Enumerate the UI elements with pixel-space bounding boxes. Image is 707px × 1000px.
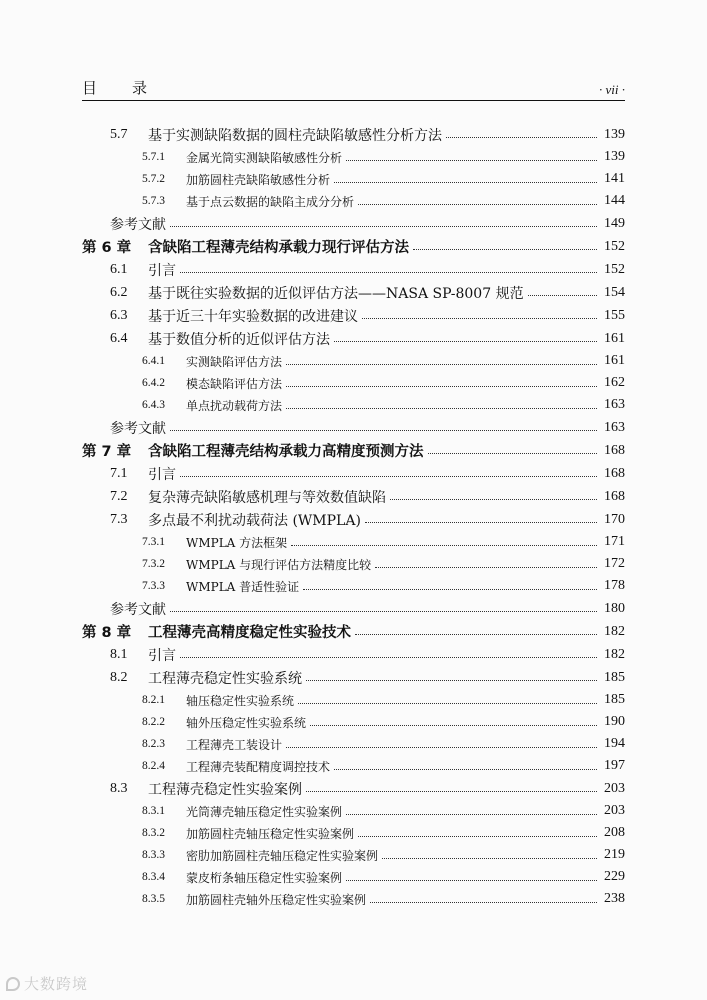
toc-entry-page: 154 bbox=[604, 284, 625, 300]
toc-entry-page: 190 bbox=[604, 714, 625, 729]
toc-entry-title: 引言 bbox=[148, 647, 176, 664]
toc-entry-sub[interactable] bbox=[82, 531, 625, 553]
toc-entry-page: 155 bbox=[604, 307, 625, 323]
toc-entry-title: 加筋圆柱壳轴外压稳定性实验案例 bbox=[186, 892, 367, 907]
watermark-text: 大数跨境 bbox=[24, 975, 89, 993]
toc-dot-leader bbox=[382, 858, 597, 859]
toc-entry-page: 194 bbox=[604, 736, 625, 751]
toc-entry-page: 149 bbox=[604, 215, 625, 231]
toc-entry-page: 171 bbox=[604, 534, 625, 549]
toc-entry-number: 8.2 bbox=[110, 669, 128, 685]
toc-entry-title: 基于点云数据的缺陷主成分分析 bbox=[186, 194, 355, 209]
toc-entry-number: 第 8 章 bbox=[82, 625, 132, 641]
toc-entry-title: 引言 bbox=[148, 466, 176, 483]
toc-entry-page: 238 bbox=[604, 891, 625, 906]
toc-entry-sub[interactable] bbox=[82, 190, 625, 212]
toc-entry-page: 141 bbox=[604, 171, 625, 186]
toc-entry-title: 基于实测缺陷数据的圆柱壳缺陷敏感性分析方法 bbox=[148, 127, 442, 144]
toc-entry-number: 8.2.3 bbox=[142, 738, 165, 750]
toc-entry-number: 8.3.4 bbox=[142, 871, 165, 883]
toc-entry-page: 162 bbox=[604, 375, 625, 390]
toc-entry-page: 152 bbox=[604, 238, 625, 254]
toc-entry-number: 6.2 bbox=[110, 284, 128, 300]
toc-entry-sub[interactable] bbox=[82, 711, 625, 733]
toc-entry-title: 实测缺陷评估方法 bbox=[186, 354, 283, 369]
toc-entry-number: 5.7.1 bbox=[142, 151, 165, 163]
toc-entry-title: 工程薄壳装配精度调控技术 bbox=[186, 759, 331, 774]
toc-entry-page: 144 bbox=[604, 193, 625, 208]
toc-entry-number: 7.3 bbox=[110, 511, 128, 527]
toc-entry-number: 6.4 bbox=[110, 330, 128, 346]
toc-entry-section[interactable] bbox=[82, 327, 625, 350]
toc-entry-page: 139 bbox=[604, 149, 625, 164]
toc-entry-page: 152 bbox=[604, 261, 625, 277]
toc-entry-number: 7.3.2 bbox=[142, 558, 165, 570]
toc-entry-page: 178 bbox=[604, 578, 625, 593]
toc-entry-chapter[interactable] bbox=[82, 439, 625, 462]
toc-entry-page: 168 bbox=[604, 488, 625, 504]
running-header bbox=[82, 74, 625, 101]
toc-entry-number: 8.3 bbox=[110, 780, 128, 796]
toc-entry-title: 参考文献 bbox=[110, 601, 166, 618]
toc-entry-number: 6.3 bbox=[110, 307, 128, 323]
toc-entry-title: WMPLA 普适性验证 bbox=[186, 579, 300, 594]
toc-entry-number: 8.3.1 bbox=[142, 805, 165, 817]
toc-entry-number: 6.1 bbox=[110, 261, 128, 277]
toc-entry-page: 180 bbox=[604, 600, 625, 616]
toc-entry-title: 金属光筒实测缺陷敏感性分析 bbox=[186, 150, 343, 165]
toc-entry-page: 163 bbox=[604, 397, 625, 412]
toc-entry-sub[interactable] bbox=[82, 394, 625, 416]
toc-dot-leader bbox=[346, 814, 597, 815]
toc-entry-sub[interactable] bbox=[82, 866, 625, 888]
header-page-number: · vii · bbox=[599, 82, 625, 97]
toc-dot-leader bbox=[298, 703, 597, 704]
toc-entry-number: 7.3.3 bbox=[142, 580, 165, 592]
toc-entry-page: 161 bbox=[604, 330, 625, 346]
toc-entry-page: 172 bbox=[604, 556, 625, 571]
toc-entry-title: 工程薄壳高精度稳定性实验技术 bbox=[148, 625, 351, 641]
toc-entry-number: 7.3.1 bbox=[142, 536, 165, 548]
toc-entry-title: 参考文献 bbox=[110, 216, 166, 233]
toc-dot-leader bbox=[358, 836, 597, 837]
toc-entry-number: 8.2.2 bbox=[142, 716, 165, 728]
toc-entry-number: 8.2.4 bbox=[142, 760, 165, 772]
toc-dot-leader bbox=[286, 747, 597, 748]
toc-entry-title: 基于近三十年实验数据的改进建议 bbox=[148, 308, 358, 325]
toc-dot-leader bbox=[334, 769, 597, 770]
toc-entry-sub[interactable] bbox=[82, 168, 625, 190]
toc-entry-title: 基于既往实验数据的近似评估方法——NASA SP-8007 规范 bbox=[148, 285, 524, 302]
toc-entry-section[interactable] bbox=[82, 666, 625, 689]
toc-entry-sub[interactable] bbox=[82, 733, 625, 755]
toc-dot-leader bbox=[346, 160, 597, 161]
toc-entry-title: 密肋加筋圆柱壳轴压稳定性实验案例 bbox=[186, 848, 379, 863]
toc-entry-page: 163 bbox=[604, 419, 625, 435]
toc-entry-page: 203 bbox=[604, 780, 625, 796]
toc-entry-section[interactable] bbox=[82, 304, 625, 327]
toc-entry-number: 8.3.5 bbox=[142, 893, 165, 905]
toc-entry-number: 第 6 章 bbox=[82, 240, 132, 256]
toc-entry-number: 6.4.2 bbox=[142, 377, 165, 389]
toc-entry-sub[interactable] bbox=[82, 822, 625, 844]
toc-dot-leader bbox=[170, 226, 597, 227]
toc-dot-leader bbox=[306, 791, 597, 792]
toc-entry-sub[interactable] bbox=[82, 689, 625, 711]
toc-entry-title: 含缺陷工程薄壳结构承载力高精度预测方法 bbox=[148, 444, 424, 460]
toc-entry-title: 基于数值分析的近似评估方法 bbox=[148, 331, 330, 348]
toc-entry-title: 加筋圆柱壳轴压稳定性实验案例 bbox=[186, 826, 355, 841]
toc-entry-number: 8.1 bbox=[110, 646, 128, 662]
toc-entry-title: 复杂薄壳缺陷敏感机理与等效数值缺陷 bbox=[148, 489, 386, 506]
toc-entry-page: 229 bbox=[604, 869, 625, 884]
toc-entry-page: 182 bbox=[604, 623, 625, 639]
toc-entry-number: 6.4.3 bbox=[142, 399, 165, 411]
toc-entry-title: 光筒薄壳轴压稳定性实验案例 bbox=[186, 804, 343, 819]
toc-entry-title: WMPLA 方法框架 bbox=[186, 535, 288, 550]
toc-entry-sub[interactable] bbox=[82, 575, 625, 597]
toc-entry-sub[interactable] bbox=[82, 755, 625, 777]
toc-entry-ref[interactable] bbox=[82, 416, 625, 439]
toc-entry-title: 模态缺陷评估方法 bbox=[186, 376, 283, 391]
toc-dot-leader bbox=[362, 318, 597, 319]
toc-entry-page: 168 bbox=[604, 442, 625, 458]
watermark-logo-icon bbox=[6, 977, 20, 991]
toc-entry-number: 7.1 bbox=[110, 465, 128, 481]
toc-entry-page: 161 bbox=[604, 353, 625, 368]
table-of-contents bbox=[82, 123, 625, 910]
toc-entry-number: 8.3.3 bbox=[142, 849, 165, 861]
toc-entry-number: 5.7 bbox=[110, 126, 128, 142]
toc-dot-leader bbox=[180, 272, 597, 273]
toc-entry-page: 203 bbox=[604, 803, 625, 818]
toc-entry-sub[interactable] bbox=[82, 553, 625, 575]
toc-entry-section[interactable] bbox=[82, 281, 625, 304]
toc-entry-page: 185 bbox=[604, 669, 625, 685]
toc-entry-chapter[interactable] bbox=[82, 620, 625, 643]
toc-entry-title: WMPLA 与现行评估方法精度比较 bbox=[186, 557, 372, 572]
toc-entry-section[interactable] bbox=[82, 777, 625, 800]
toc-entry-number: 6.4.1 bbox=[142, 355, 165, 367]
toc-dot-leader bbox=[306, 680, 597, 681]
toc-entry-section[interactable] bbox=[82, 123, 625, 146]
toc-dot-leader bbox=[355, 634, 597, 635]
toc-dot-leader bbox=[446, 137, 597, 138]
toc-entry-ref[interactable] bbox=[82, 597, 625, 620]
toc-dot-leader bbox=[334, 341, 597, 342]
toc-entry-section[interactable] bbox=[82, 508, 625, 531]
toc-entry-page: 139 bbox=[604, 126, 625, 142]
toc-entry-number: 第 7 章 bbox=[82, 444, 132, 460]
toc-dot-leader bbox=[286, 386, 597, 387]
toc-entry-title: 引言 bbox=[148, 262, 176, 279]
toc-entry-sub[interactable] bbox=[82, 372, 625, 394]
toc-dot-leader bbox=[375, 567, 597, 568]
toc-entry-page: 208 bbox=[604, 825, 625, 840]
toc-entry-number: 5.7.3 bbox=[142, 195, 165, 207]
toc-dot-leader bbox=[170, 430, 597, 431]
toc-entry-title: 含缺陷工程薄壳结构承载力现行评估方法 bbox=[148, 240, 409, 256]
toc-dot-leader bbox=[286, 364, 597, 365]
header-title: 目 录 bbox=[82, 79, 158, 97]
toc-entry-section[interactable] bbox=[82, 643, 625, 666]
toc-entry-page: 185 bbox=[604, 692, 625, 707]
toc-dot-leader bbox=[334, 182, 597, 183]
toc-entry-page: 168 bbox=[604, 465, 625, 481]
toc-dot-leader bbox=[413, 249, 597, 250]
toc-dot-leader bbox=[346, 880, 597, 881]
toc-entry-sub[interactable] bbox=[82, 844, 625, 866]
toc-dot-leader bbox=[303, 589, 597, 590]
toc-dot-leader bbox=[286, 408, 597, 409]
toc-entry-title: 加筋圆柱壳缺陷敏感性分析 bbox=[186, 172, 331, 187]
toc-entry-title: 单点扰动载荷方法 bbox=[186, 398, 283, 413]
toc-dot-leader bbox=[390, 499, 597, 500]
toc-dot-leader bbox=[180, 476, 597, 477]
toc-entry-title: 轴外压稳定性实验系统 bbox=[186, 715, 307, 730]
toc-entry-sub[interactable] bbox=[82, 800, 625, 822]
toc-entry-number: 8.2.1 bbox=[142, 694, 165, 706]
toc-entry-page: 182 bbox=[604, 646, 625, 662]
toc-dot-leader bbox=[310, 725, 597, 726]
toc-entry-number: 8.3.2 bbox=[142, 827, 165, 839]
toc-entry-sub[interactable] bbox=[82, 350, 625, 372]
toc-entry-number: 5.7.2 bbox=[142, 173, 165, 185]
toc-entry-page: 170 bbox=[604, 511, 625, 527]
toc-entry-chapter[interactable] bbox=[82, 235, 625, 258]
toc-entry-sub[interactable] bbox=[82, 146, 625, 168]
toc-entry-page: 197 bbox=[604, 758, 625, 773]
toc-dot-leader bbox=[428, 453, 598, 454]
toc-dot-leader bbox=[528, 295, 597, 296]
toc-entry-sub[interactable] bbox=[82, 888, 625, 910]
toc-entry-title: 工程薄壳工装设计 bbox=[186, 737, 283, 752]
toc-entry-title: 多点最不利扰动载荷法 (WMPLA) bbox=[148, 512, 361, 529]
toc-entry-title: 工程薄壳稳定性实验案例 bbox=[148, 781, 302, 798]
toc-dot-leader bbox=[370, 902, 597, 903]
toc-dot-leader bbox=[365, 522, 597, 523]
watermark bbox=[6, 973, 88, 994]
toc-entry-section[interactable] bbox=[82, 462, 625, 485]
toc-entry-ref[interactable] bbox=[82, 212, 625, 235]
toc-dot-leader bbox=[170, 611, 597, 612]
toc-entry-title: 工程薄壳稳定性实验系统 bbox=[148, 670, 302, 687]
toc-entry-page: 219 bbox=[604, 847, 625, 862]
toc-dot-leader bbox=[358, 204, 597, 205]
toc-entry-title: 轴压稳定性实验系统 bbox=[186, 693, 295, 708]
toc-dot-leader bbox=[291, 545, 597, 546]
toc-entry-section[interactable] bbox=[82, 258, 625, 281]
toc-dot-leader bbox=[180, 657, 597, 658]
toc-entry-title: 参考文献 bbox=[110, 420, 166, 437]
toc-entry-section[interactable] bbox=[82, 485, 625, 508]
toc-entry-title: 蒙皮桁条轴压稳定性实验案例 bbox=[186, 870, 343, 885]
toc-entry-number: 7.2 bbox=[110, 488, 128, 504]
